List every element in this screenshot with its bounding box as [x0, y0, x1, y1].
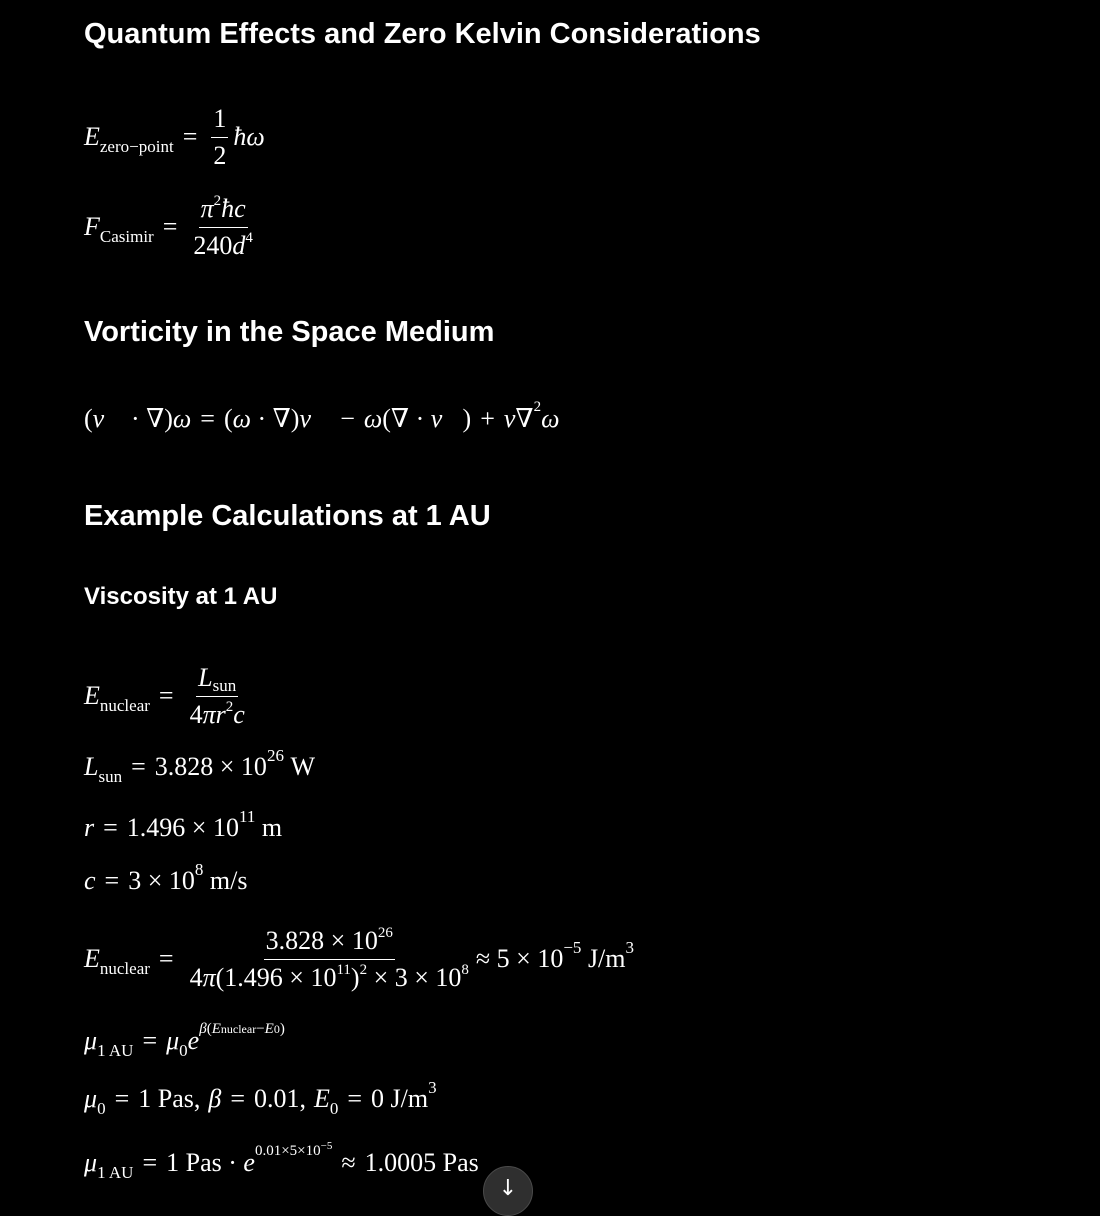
subsection-heading-viscosity: Viscosity at 1 AU — [84, 583, 278, 610]
arrow-down-icon: ↓ — [498, 1176, 518, 1201]
equation-c: c = 3 × 10 8 m/s — [84, 859, 248, 895]
scroll-down-button[interactable] — [483, 1166, 533, 1216]
equation-l-sun: L sun = 3.828 × 10 26 W — [84, 745, 315, 786]
section-heading-quantum: Quantum Effects and Zero Kelvin Considerations — [84, 18, 761, 50]
equation-vorticity: ( v⃗ · ∇) ω = ( ω · ∇) v⃗ − ω (∇ · v⃗ ) + ν ∇ 2 ω — [84, 398, 560, 433]
equation-e-nuclear-definition: E nuclear = $\frac{\text{Lsun}}{4\pi r^2c}$ — [84, 663, 245, 729]
section-heading-examples: Example Calculations at 1 AU — [84, 500, 491, 532]
equation-r: r = 1.496 × 10 11 m — [84, 806, 283, 842]
section-heading-vorticity: Vorticity in the Space Medium — [84, 316, 495, 348]
equation-parameters: μ 0 = 1 Pas, β = 0.01, E 0 = 0 J/m 3 — [84, 1077, 437, 1118]
equation-mu-definition: μ 1 AU = μ 0 e β(Enuclear−E0) — [84, 1020, 285, 1060]
equation-e-nuclear-calculation: E nuclear = $\frac{3.828 \times 10^{26}}{4\pi(1.496 \times 10^{11})^2 \times 3 \times 10^8}$ ≈ 5 × 10 −5 J/m 3 — [84, 925, 635, 992]
equation-casimir: F Casimir = $\frac{\pi^2ħc}{240d^4}$ — [84, 193, 253, 260]
equation-mu-result: μ 1 AU = 1 Pas · e $0.01\times 5\times 10^{-5}$ ≈ 1.0005 Pas — [84, 1139, 479, 1182]
equation-zero-point: E zero−point = $\frac{1}{2}$ ħω — [84, 104, 265, 170]
